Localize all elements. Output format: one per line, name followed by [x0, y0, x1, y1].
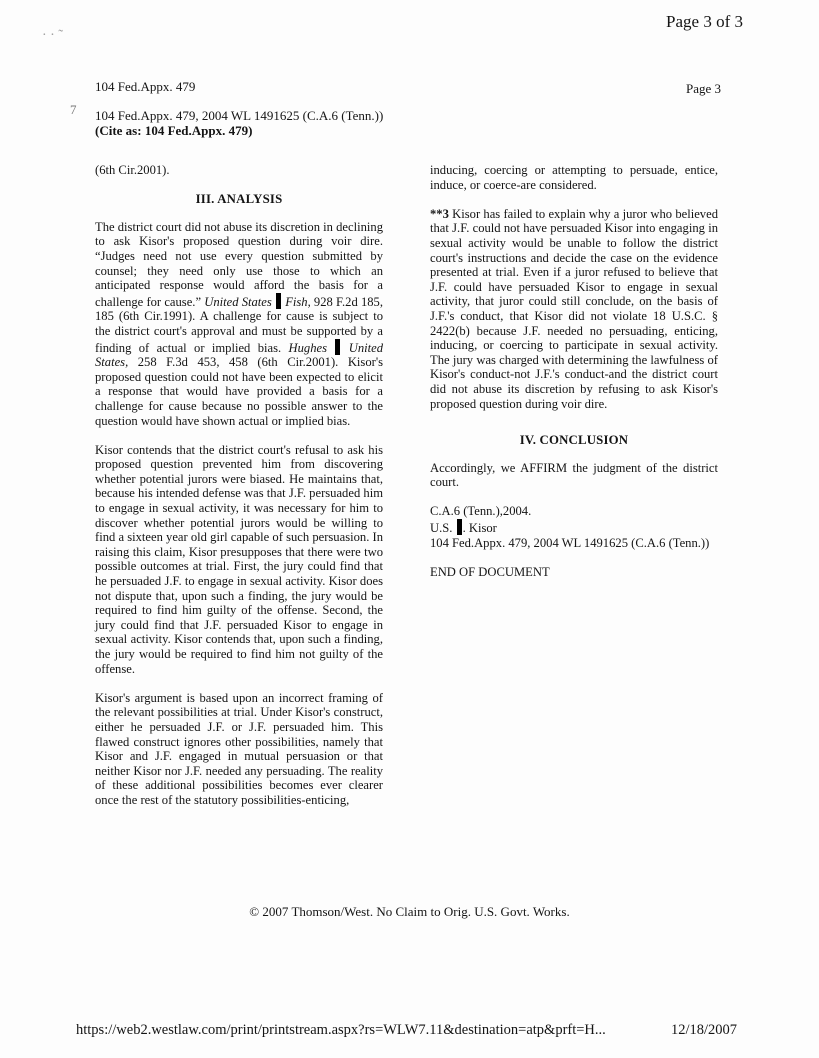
- continuation-text: inducing, coercing or attempting to persuade, entice, induce, or coerce-are considered.: [430, 163, 718, 192]
- header-citation-block: [95, 108, 383, 138]
- handwritten-mark: 7: [70, 102, 77, 117]
- paragraph-analysis-1: [95, 220, 383, 428]
- case-name-united-states-2: United States,: [95, 340, 383, 370]
- p1-text-a: The district court did not abuse its discretion in declining to ask Kisor's proposed question during voir dire. “Judges need not use every question submitted by counsel; they need only use those to which an anticipated response would afford the basis for a challenge for cause.”: [95, 219, 383, 309]
- heading-analysis: III. ANALYSIS: [195, 192, 283, 207]
- header-page-label: Page 3: [685, 81, 721, 96]
- citation-repeat: 104 Fed.Appx. 479, 2004 WL 1491625 (C.A.6 (Tenn.)): [430, 535, 710, 550]
- paragraph-star-3-text: Kisor has failed to explain why a juror who believed that J.F. could not have persuaded Kisor into engaging in sexual activity would be unable to follow the district court's instructions and decide the case on the evidence presented at trial. Even if a juror refused to believe that J.F. could have persuaded Kisor to engage in sexual activity, that juror could still conclude, on the basis of J.F.'s conduct, that Kisor did not violate 18 U.S.C. § 2422(b) because J.F. needed no persuading, enticing, inducing, or coercing to participate in sexual activity. The jury was charged with determining the lawfulness of Kisor's conduct-not J.F.'s conduct-and the district court did not abuse its discretion by refusing to ask Kisor's proposed question during voir dire.: [430, 206, 718, 411]
- copyright-notice: © 2007 Thomson/West. No Claim to Orig. U.S. Govt. Works.: [249, 904, 570, 919]
- redaction-bar: [335, 339, 340, 355]
- end-of-document: END OF DOCUMENT: [430, 564, 550, 579]
- conclusion-text: Accordingly, we AFFIRM the judgment of the district court.: [430, 460, 718, 490]
- case-name-fish: Fish,: [285, 294, 311, 309]
- case-caption: [430, 519, 718, 536]
- scan-stray-marks: · · ˜: [42, 28, 63, 43]
- paragraph-analysis-2: Kisor contends that the district court's refusal to ask his proposed question prevented him from discovering whether potential jurors were biased. He maintains that, because his intended defense was that J.F. persuaded him to engage in sexual activity, it was necessary for him to discover whether potential jurors would be willing to find a sixteen year old girl capable of such persuasion. In raising this claim, Kisor presupposes that there were two possible outcomes at trial. First, the jury could find that he persuaded J.F. to engage in sexual activity. Kisor does not dispute that, upon such a finding, the jury would be required to find him guilty of the offense. Second, the jury could find that J.F. persuaded Kisor to engage in sexual activity. Kisor contends that, upon such a finding, the jury would be required to find him not guilty of the offense.: [95, 442, 383, 676]
- header-citation-short: 104 Fed.Appx. 479: [95, 79, 196, 94]
- star-page-marker: **3: [430, 206, 449, 221]
- p1-text-d: 258 F.3d 453, 458 (6th Cir.2001). Kisor's proposed question could not have been expected to elicit a response that would have provided a basis for a challenge for cause because no possible answer to the question would have shown actual or implied bias.: [95, 355, 383, 428]
- case-caption-a: U.S.: [430, 521, 453, 536]
- print-date: 12/18/2007: [671, 1022, 738, 1038]
- case-name-hughes: Hughes: [288, 340, 335, 355]
- case-name-united-states-1: United States: [204, 294, 275, 309]
- right-column: [430, 163, 718, 594]
- header-citation-full: 104 Fed.Appx. 479, 2004 WL 1491625 (C.A.6 (Tenn.)): [95, 108, 384, 123]
- p1-text-c: 928 F.2d 185, 185 (6th Cir.1991). A challenge for cause is subject to the district court's approval and must be supported by a finding of actual or implied bias.: [95, 294, 383, 355]
- header-cite-as: (Cite as: 104 Fed.Appx. 479): [95, 123, 253, 138]
- paragraph-analysis-3: Kisor's argument is based upon an incorrect framing of the relevant possibilities at trial. Under Kisor's construct, either he persuaded J.F. or J.F. persuaded him. This flawed construct ignores other possibilities, namely that Kisor and J.F. engaged in mutual persuasion or that neither Kisor nor J.F. needed any persuading. The reality of these additional possibilities becomes ever clearer once the rest of the statutory possibilities-enticing,: [95, 690, 383, 807]
- left-column: [95, 163, 383, 822]
- court-line: C.A.6 (Tenn.),2004.: [430, 504, 532, 519]
- case-info-block: [430, 504, 718, 550]
- redaction-bar: [276, 293, 281, 309]
- redaction-bar: [457, 519, 462, 535]
- paragraph-star-3: [430, 207, 718, 411]
- opening-fragment: (6th Cir.2001).: [95, 163, 170, 177]
- heading-conclusion: IV. CONCLUSION: [519, 433, 629, 448]
- page-indicator: Page 3 of 3: [666, 12, 743, 31]
- print-url: https://web2.westlaw.com/print/printstream.aspx?rs=WLW7.11&destination=atp&prft=H...: [76, 1022, 606, 1038]
- case-caption-b: . Kisor: [462, 521, 497, 536]
